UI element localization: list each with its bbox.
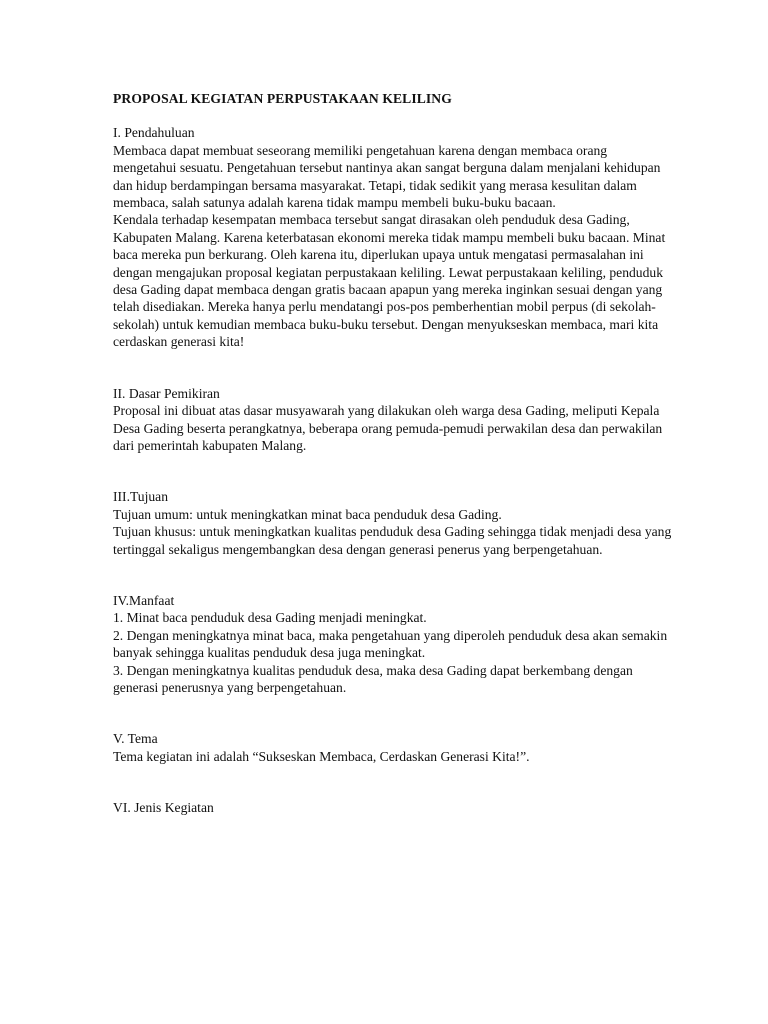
section-tema [113,730,673,765]
section-heading: III.Tujuan [113,489,169,505]
section-dasar-pemikiran [113,385,673,455]
section-spacer [113,558,673,592]
section-pendahuluan [113,124,673,350]
section-heading: IV.Manfaat [113,592,175,608]
section-heading: VI. Jenis Kegiatan [113,800,214,816]
section-heading: II. Dasar Pemikiran [113,385,220,401]
list-item: 1. Minat baca penduduk desa Gading menjadi meningkat. [113,610,427,626]
paragraph: Tema kegiatan ini adalah “Sukseskan Membaca, Cerdaskan Generasi Kita!”. [113,748,530,764]
section-spacer [113,765,673,799]
section-heading: V. Tema [113,731,158,747]
section-spacer [113,696,673,730]
document-page [113,90,673,817]
list-item: 3. Dengan meningkatnya kualitas penduduk desa, maka desa Gading dapat berkembang dengan generasi penerusnya yang berpengetahuan. [113,662,633,695]
paragraph: Tujuan khusus: untuk meningkatkan kualitas penduduk desa Gading sehingga tidak menjadi desa yang tertinggal sekaligus mengembangkan desa dengan generasi penerus yang berpengetahuan. [113,524,672,557]
paragraph: Kendala terhadap kesempatan membaca tersebut sangat dirasakan oleh penduduk desa Gading, Kabupaten Malang. Karena keterbatasan ekonomi mereka tidak mampu membeli buku bacaan. Minat baca mereka pun berkurang. Oleh karena itu, diperlukan upaya untuk mengatasi permasalahan ini dengan mengajukan proposal kegiatan perpustakaan keliling. Lewat perpustakaan keliling, penduduk desa Gading dapat membaca dengan gratis bacaan apapun yang mereka inginkan sesuai dengan yang telah disediakan. Mereka hanya perlu mendatangi pos-pos pemberhentian mobil perpus (di sekolah-sekolah) untuk kemudian membaca buku-buku tersebut. Dengan menyukseskan membaca, mari kita cerdaskan generasi kita! [113,212,666,350]
section-spacer [113,454,673,488]
list-item: 2. Dengan meningkatnya minat baca, maka pengetahuan yang diperoleh penduduk desa akan semakin banyak sehingga kualitas penduduk desa juga meningkat. [113,627,668,661]
section-manfaat [113,592,673,696]
section-tujuan [113,488,673,558]
paragraph: Tujuan umum: untuk meningkatkan minat baca penduduk desa Gading. [113,506,502,522]
document-title: PROPOSAL KEGIATAN PERPUSTAKAAN KELILING [113,91,452,106]
paragraph: Membaca dapat membuat seseorang memiliki pengetahuan karena dengan membaca orang mengetahui sesuatu. Pengetahuan tersebut nantinya akan sangat berguna dalam menjalani kehidupan dan hidup berdampingan bersama masyarakat. Tetapi, tidak sedikit yang merasa kesulitan dalam membaca, salah satunya adalah karena tidak mampu membeli buku-buku bacaan. [113,142,661,211]
section-heading: I. Pendahuluan [113,125,195,141]
section-jenis-kegiatan [113,799,673,816]
paragraph: Proposal ini dibuat atas dasar musyawarah yang dilakukan oleh warga desa Gading, meliputi Kepala Desa Gading beserta perangkatnya, beberapa orang pemuda-pemudi perwakilan desa dan perwakilan dari pemerintah kabupaten Malang. [113,403,663,453]
section-spacer [113,351,673,385]
